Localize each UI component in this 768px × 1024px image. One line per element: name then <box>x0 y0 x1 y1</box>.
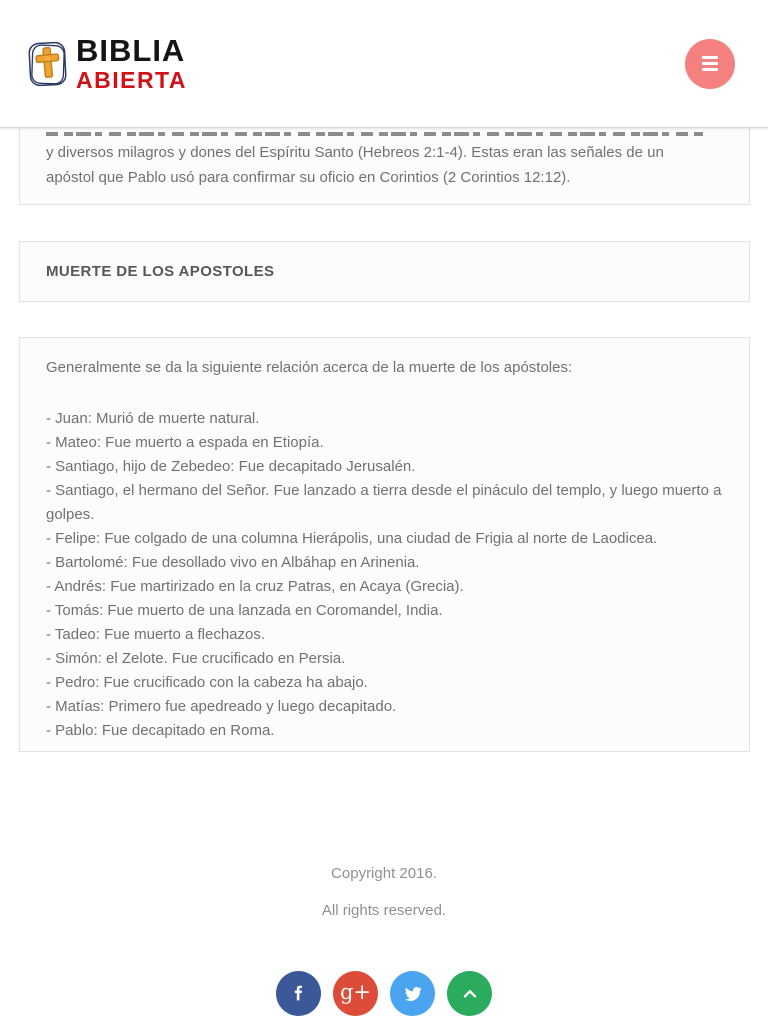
clipped-text-line <box>46 132 703 136</box>
google-plus-icon: g+ <box>339 980 372 1004</box>
social-links <box>0 971 768 1016</box>
logo-line2: ABIERTA <box>76 67 188 93</box>
list-item: - Mateo: Fue muerto a espada en Etiopía. <box>46 434 324 451</box>
chevron-up-icon <box>459 983 481 1005</box>
deaths-list <box>46 407 723 743</box>
main-content <box>0 128 768 752</box>
intro-text-line: apóstol que Pablo usó para confirmar su oficio en Corintios (2 Corintios 12:12). <box>46 169 571 186</box>
rights-text: All rights reserved. <box>321 902 447 919</box>
site-header <box>0 0 768 128</box>
deaths-intro: Generalmente se da la siguiente relación acerca de la muerte de los apóstoles: <box>46 359 573 376</box>
site-logo[interactable] <box>27 35 187 92</box>
facebook-button[interactable] <box>276 971 321 1016</box>
list-item: - Tomás: Fue muerto de una lanzada en Coromandel, India. <box>46 602 443 619</box>
list-item: - Simón: el Zelote. Fue crucificado en Persia. <box>46 650 346 667</box>
list-item: - Andrés: Fue martirizado en la cruz Patras, en Acaya (Grecia). <box>46 578 464 595</box>
section-title-card <box>19 241 750 302</box>
deaths-card <box>19 337 750 752</box>
open-bible-cross-icon <box>27 39 69 89</box>
hamburger-icon <box>702 56 718 71</box>
section-title: MUERTE DE LOS APOSTOLES <box>46 263 275 280</box>
facebook-icon <box>288 983 310 1005</box>
list-item: - Santiago, hijo de Zebedeo: Fue decapitado Jerusalén. <box>46 458 416 475</box>
list-item: - Matías: Primero fue apedreado y luego decapitado. <box>46 698 397 715</box>
twitter-button[interactable] <box>390 971 435 1016</box>
logo-text <box>76 35 187 92</box>
list-item: - Felipe: Fue colgado de una columna Hierápolis, una ciudad de Frigia al norte de Laodicea. <box>46 530 658 547</box>
list-item: - Tadeo: Fue muerto a flechazos. <box>46 626 266 643</box>
intro-card <box>19 128 750 205</box>
intro-text-line: y diversos milagros y dones del Espíritu Santo (Hebreos 2:1-4). Estas eran las señales de un <box>46 144 664 161</box>
copyright-text: Copyright 2016. <box>331 865 437 882</box>
google-plus-button[interactable] <box>333 971 378 1016</box>
list-item: - Santiago, el hermano del Señor. Fue lanzado a tierra desde el pináculo del templo, y luego muerto a golpes. <box>46 482 722 523</box>
list-item: - Bartolomé: Fue desollado vivo en Albáhap en Arinenia. <box>46 554 420 571</box>
list-item: - Pablo: Fue decapitado en Roma. <box>46 722 275 739</box>
page-footer <box>0 864 768 1016</box>
logo-line1: BIBLIA <box>76 33 186 68</box>
twitter-icon <box>402 983 424 1005</box>
menu-button[interactable] <box>685 39 735 89</box>
list-item: - Pedro: Fue crucificado con la cabeza ha abajo. <box>46 674 368 691</box>
list-item: - Juan: Murió de muerte natural. <box>46 410 260 427</box>
scroll-to-top-button[interactable] <box>447 971 492 1016</box>
